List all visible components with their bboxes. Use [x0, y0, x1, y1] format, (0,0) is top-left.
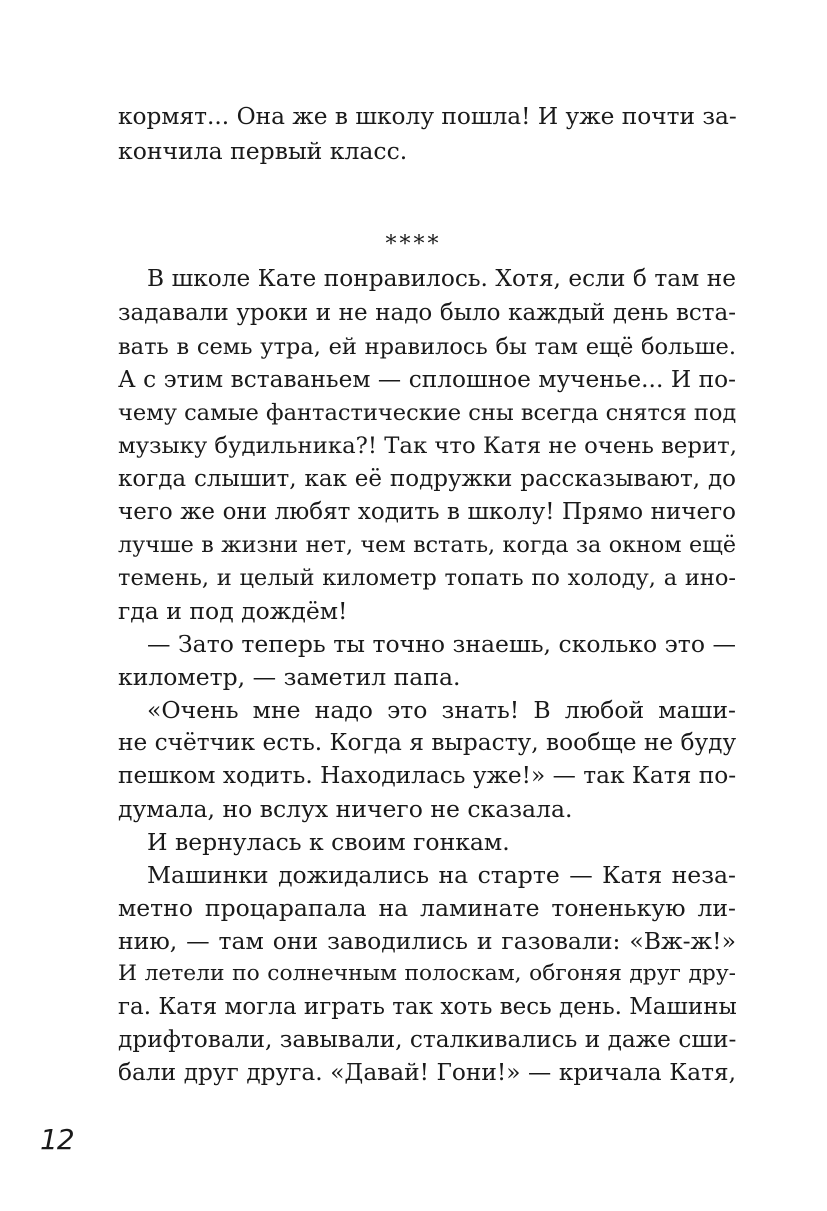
text-line: пешком ходить. Находилась уже!» — так Катя по-: [118, 762, 737, 789]
text-line: бали друг друга. «Давай! Гони!» — кричала Катя,: [118, 1059, 736, 1086]
text-line: В школе Кате понравилось. Хотя, если б там не: [147, 265, 736, 292]
section-separator: ****: [385, 232, 442, 257]
text-line: кормят... Она же в школу пошла! И уже почти за-: [118, 103, 737, 130]
text-line: дрифтовали, завывали, сталкивались и даже сши-: [118, 1026, 737, 1053]
text-line: А с этим вставаньем — сплошное мученье... И по-: [118, 366, 736, 393]
text-line: не счётчик есть. Когда я вырасту, вообще не буду: [118, 729, 737, 756]
text-line: темень, и целый километр топать по холоду, а ино-: [118, 565, 736, 591]
text-line: чему самые фантастические сны всегда снятся под: [118, 400, 737, 426]
text-line: И вернулась к своим гонкам.: [147, 828, 510, 856]
text-line: метно процарапала на ламинате тоненькую ли-: [118, 894, 736, 922]
text-line: гда и под дождём!: [118, 597, 348, 625]
text-line: когда слышит, как её подружки рассказывают, до: [118, 466, 736, 492]
text-line: нию, — там они заводились и газовали: «Вж-ж!»: [118, 927, 736, 955]
text-line: задавали уроки и не надо было каждый день вста-: [118, 300, 736, 326]
text-line: Машинки дожидались на старте — Катя неза-: [147, 861, 736, 889]
text-line: — Зато теперь ты точно знаешь, сколько это —: [147, 630, 736, 658]
text-line: чего же они любят ходить в школу! Прямо ничего: [118, 499, 736, 525]
page-number: 12: [40, 1123, 74, 1156]
text-line: километр, — заметил папа.: [118, 663, 461, 691]
text-line: И летели по солнечным полоскам, обгоняя друг дру-: [118, 961, 736, 986]
text-line: «Очень мне надо это знать! В любой маши-: [147, 696, 736, 724]
text-line: га. Катя могла играть так хоть весь день. Машины: [118, 994, 737, 1020]
text-line: музыку будильника?! Так что Катя не очень верит,: [118, 433, 737, 459]
text-line: лучше в жизни нет, чем встать, когда за окном ещё: [118, 532, 736, 558]
text-line: думала, но вслух ничего не сказала.: [118, 795, 573, 823]
text-line: кончила первый класс.: [118, 137, 408, 165]
text-line: вать в семь утра, ей нравилось бы там ещё больше.: [118, 334, 736, 360]
